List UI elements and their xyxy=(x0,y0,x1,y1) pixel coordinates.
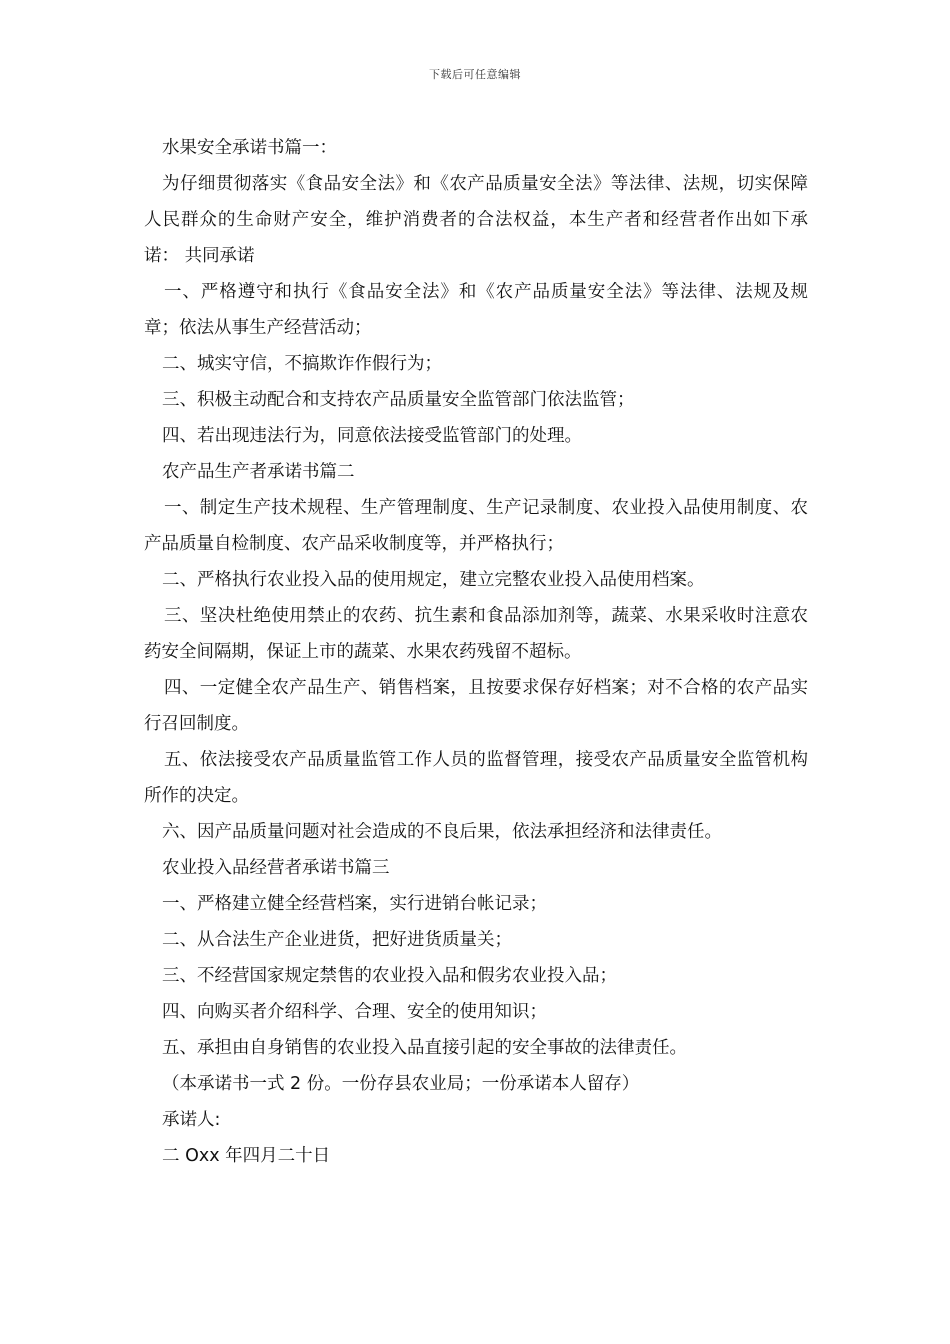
joint-pledge-item-2: 二、城实守信，不搞欺诈作假行为； xyxy=(162,354,442,374)
joint-pledge-item-3: 三、积极主动配合和支持农产品质量安全监管部门依法监管； xyxy=(162,390,635,410)
intro-paragraph: 为仔细贯彻落实《食品安全法》和《农产品质量安全法》等法律、法规，切实保障人民群众的生命财产安全，维护消费者的合法权益，本生产者和经营者作出如下承诺： 共同承诺 xyxy=(144,174,808,266)
producer-pledge-item-4: 四、一定健全农产品生产、销售档案，且按要求保存好档案；对不合格的农产品实行召回制度。 xyxy=(144,678,808,734)
producer-pledge-item-2: 二、严格执行农业投入品的使用规定，建立完整农业投入品使用档案。 xyxy=(162,570,705,590)
section-title-producer: 农产品生产者承诺书篇二 xyxy=(162,462,355,482)
signatory-label: 承诺人: xyxy=(162,1110,221,1130)
page-header-note: 下载后可任意编辑 xyxy=(429,68,521,81)
dealer-pledge-item-1: 一、严格建立健全经营档案，实行进销台帐记录； xyxy=(162,894,547,914)
dealer-pledge-item-3: 三、不经营国家规定禁售的农业投入品和假劣农业投入品； xyxy=(162,966,617,986)
joint-pledge-item-4: 四、若出现违法行为，同意依法接受监管部门的处理。 xyxy=(162,426,582,446)
dealer-pledge-item-4: 四、向购买者介绍科学、合理、安全的使用知识； xyxy=(162,1002,547,1022)
dealer-pledge-item-2: 二、从合法生产企业进货，把好进货质量关； xyxy=(162,930,512,950)
section-title-fruit-safety: 水果安全承诺书篇一： xyxy=(162,138,337,158)
producer-pledge-item-1: 一、制定生产技术规程、生产管理制度、生产记录制度、农业投入品使用制度、农产品质量自检制度、农产品采收制度等，并严格执行； xyxy=(144,498,808,554)
dealer-pledge-item-5: 五、承担由自身销售的农业投入品直接引起的安全事故的法律责任。 xyxy=(162,1038,687,1058)
document-body xyxy=(144,130,808,1174)
copies-note: （本承诺书一式 2 份。一份存县农业局；一份承诺本人留存） xyxy=(162,1074,640,1094)
joint-pledge-item-1: 一、严格遵守和执行《食品安全法》和《农产品质量安全法》等法律、法规及规章；依法从事生产经营活动； xyxy=(144,282,808,338)
document-date: 二 Oxx 年四月二十日 xyxy=(162,1146,331,1166)
producer-pledge-item-3: 三、坚决杜绝使用禁止的农药、抗生素和食品添加剂等，蔬菜、水果采收时注意农药安全间隔期，保证上市的蔬菜、水果农药残留不超标。 xyxy=(144,606,808,662)
producer-pledge-item-5: 五、依法接受农产品质量监管工作人员的监督管理，接受农产品质量安全监管机构所作的决定。 xyxy=(144,750,808,806)
producer-pledge-item-6: 六、因产品质量问题对社会造成的不良后果，依法承担经济和法律责任。 xyxy=(162,822,722,842)
section-title-input-dealer: 农业投入品经营者承诺书篇三 xyxy=(162,858,390,878)
